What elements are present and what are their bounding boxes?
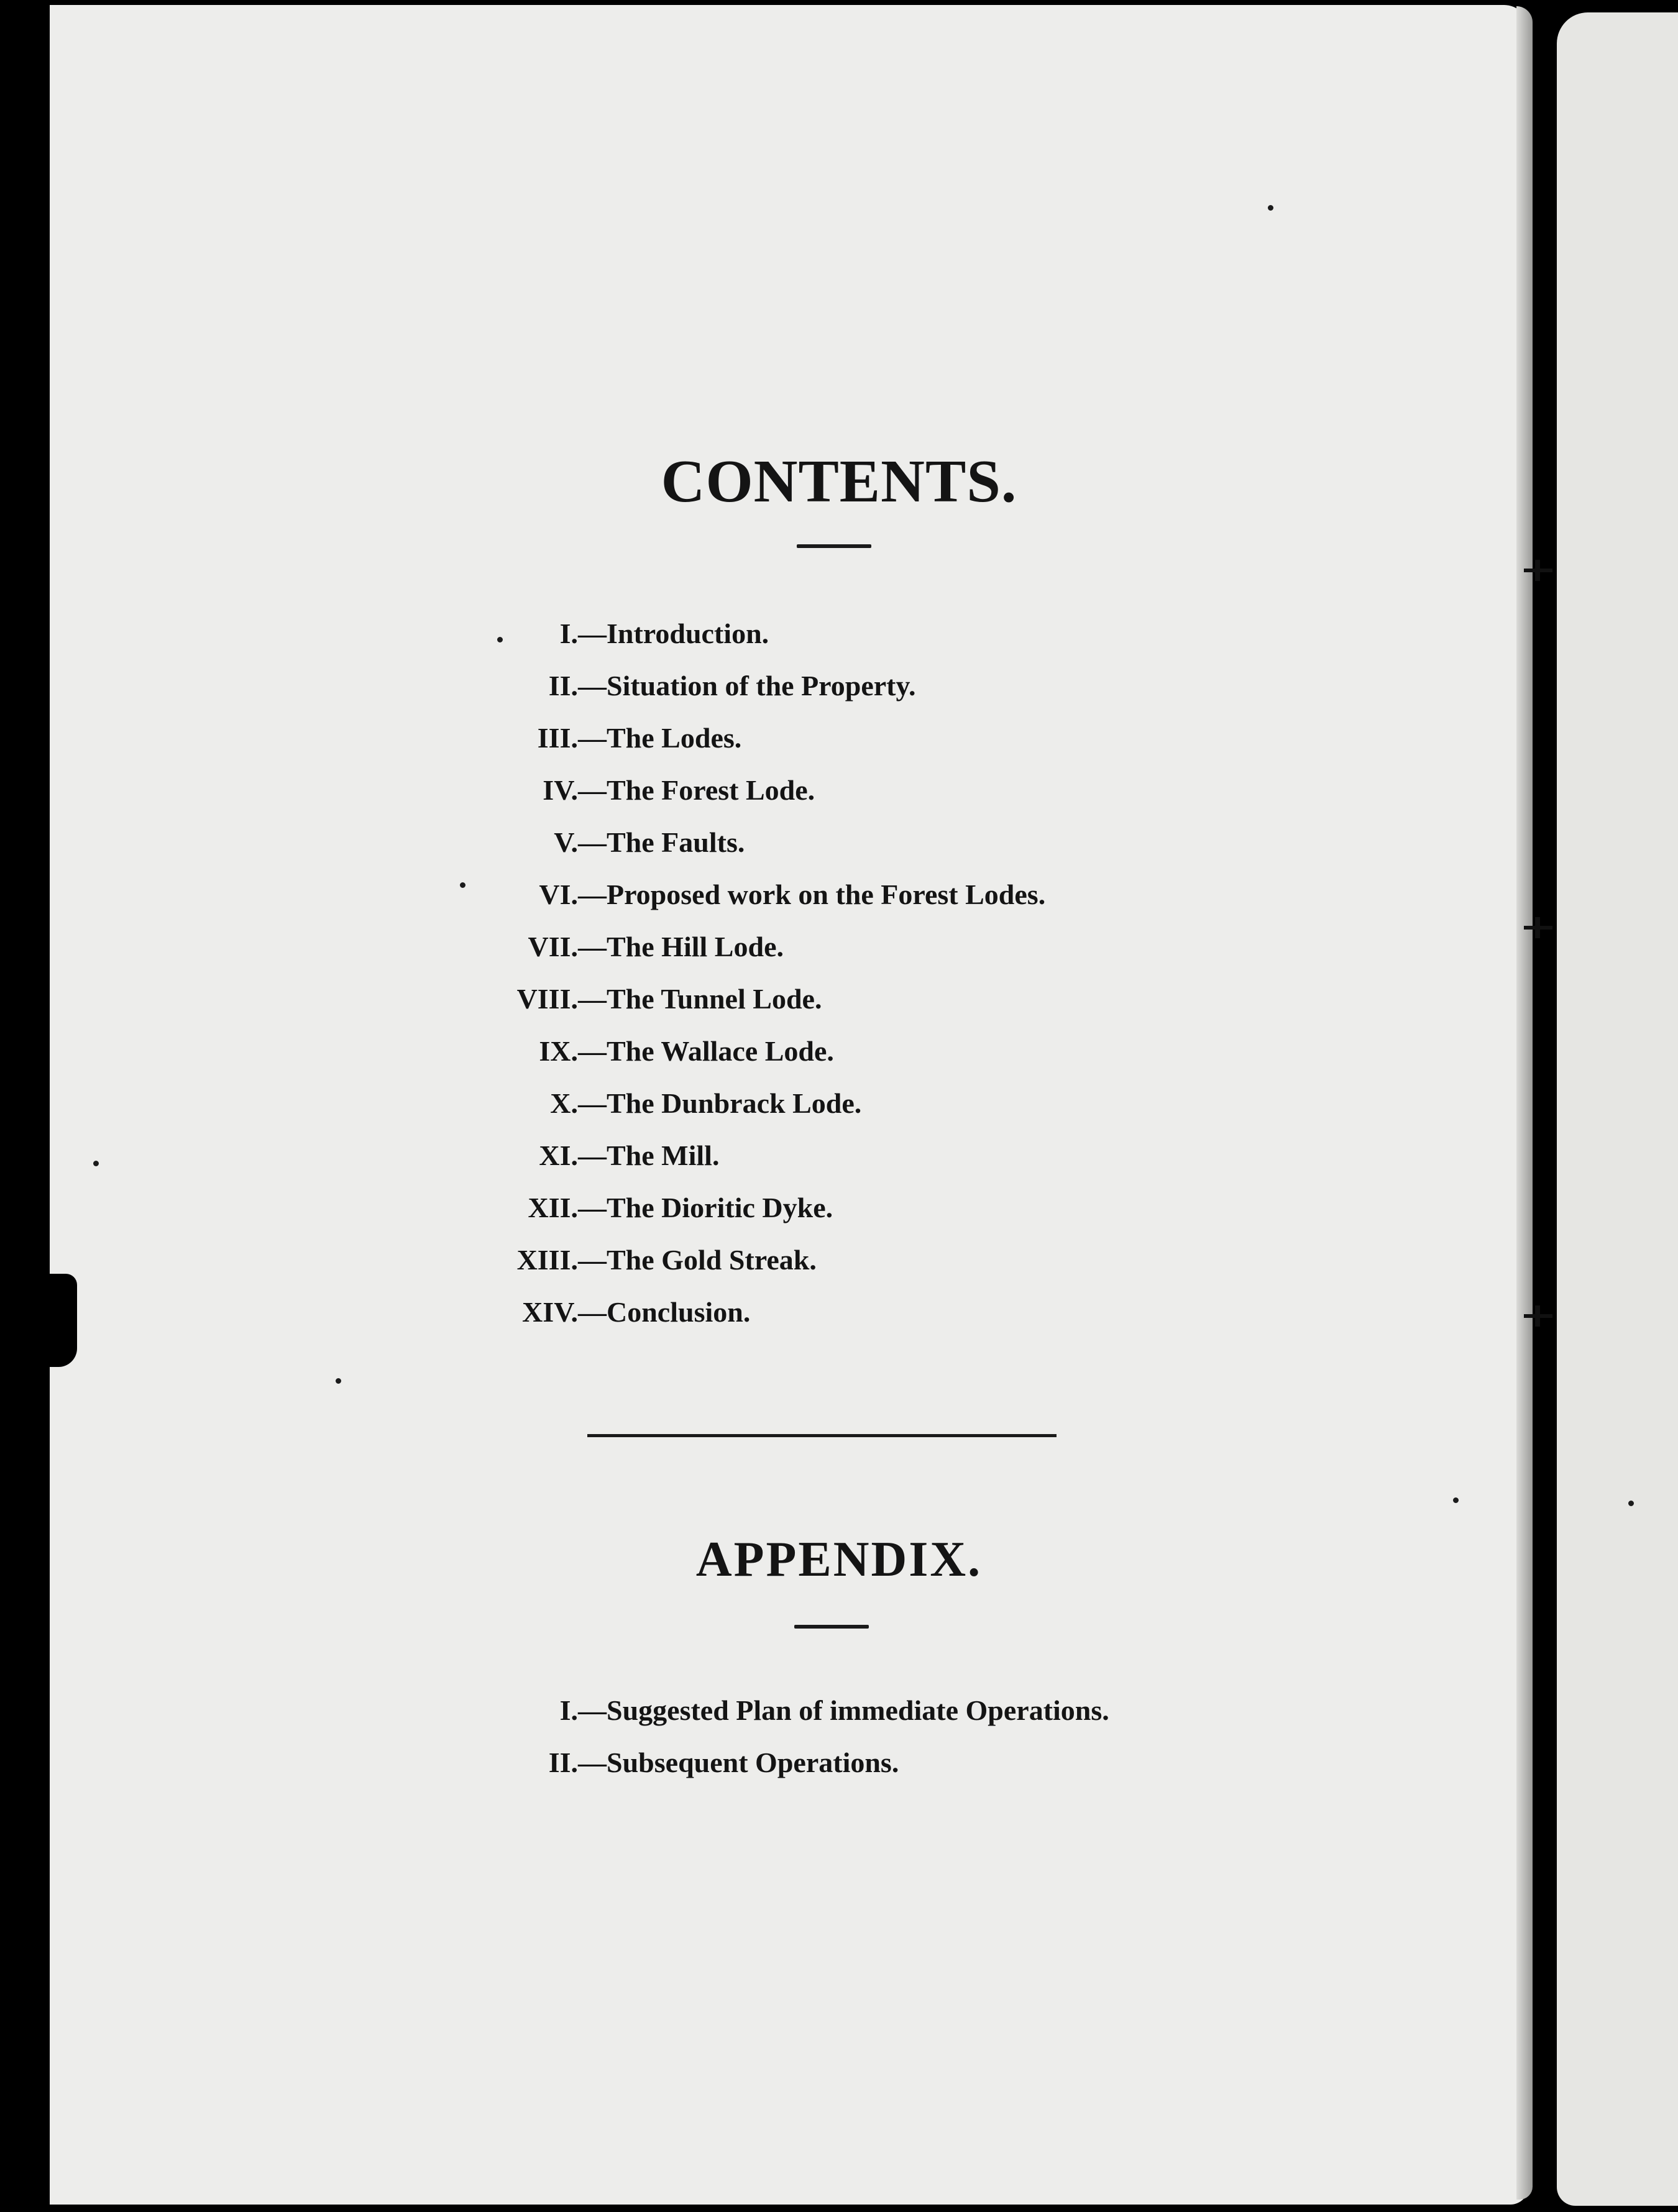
entry-title: —The Dunbrack Lode.: [578, 1087, 862, 1119]
entry-title: —The Gold Streak.: [578, 1244, 817, 1276]
page-binding-edge: [1516, 6, 1533, 2200]
entry-title: —The Tunnel Lode.: [578, 983, 822, 1015]
appendix-heading: APPENDIX.: [695, 1532, 983, 1587]
contents-divider: [797, 544, 871, 548]
entry-title: —The Forest Lode.: [578, 774, 815, 806]
entry-number: III.: [537, 722, 578, 754]
entry-number: V.: [554, 826, 578, 858]
section-divider: [587, 1434, 1057, 1437]
binding-stitch: [1524, 926, 1552, 930]
entry-number: XII.: [528, 1192, 578, 1223]
entry-title: —The Lodes.: [578, 722, 742, 754]
entry-number: X.: [550, 1087, 578, 1119]
entry-title: —Subsequent Operations.: [578, 1747, 899, 1778]
entry-number: VII.: [528, 931, 578, 962]
ink-speck: [336, 1378, 341, 1384]
entry-number: XI.: [539, 1140, 578, 1171]
entry-title: —Proposed work on the Forest Lodes.: [578, 879, 1046, 910]
entry-number: XIII.: [516, 1244, 578, 1276]
entry-number: IV.: [543, 774, 578, 806]
entry-title: —The Wallace Lode.: [578, 1035, 834, 1067]
entry-number: VIII.: [516, 983, 578, 1015]
appendix-divider: [794, 1625, 869, 1629]
entry-number: II.: [548, 1747, 578, 1778]
entry-number: II.: [548, 670, 578, 702]
entry-number: VI.: [539, 879, 578, 910]
entry-title: —The Hill Lode.: [578, 931, 784, 962]
entry-number: IX.: [539, 1035, 578, 1067]
entry-title: —The Mill.: [578, 1140, 720, 1171]
entry-number: XIV.: [522, 1296, 578, 1328]
entry-number: I.: [559, 618, 578, 649]
contents-heading: CONTENTS.: [661, 448, 1017, 515]
entry-title: —Conclusion.: [578, 1296, 751, 1328]
ink-speck: [1628, 1501, 1634, 1506]
entry-title: —Situation of the Property.: [578, 670, 916, 702]
entry-title: —The Faults.: [578, 826, 745, 858]
binding-stitch: [1524, 569, 1552, 572]
entry-number: I.: [559, 1694, 578, 1726]
entry-title: —Suggested Plan of immediate Operations.: [578, 1694, 1109, 1726]
ink-speck: [1268, 205, 1273, 211]
entry-title: —Introduction.: [578, 618, 769, 649]
binding-stitch: [1524, 1314, 1552, 1318]
ink-speck: [1453, 1497, 1459, 1503]
adjacent-page-edge: [1557, 12, 1678, 2206]
entry-title: —The Dioritic Dyke.: [578, 1192, 833, 1223]
